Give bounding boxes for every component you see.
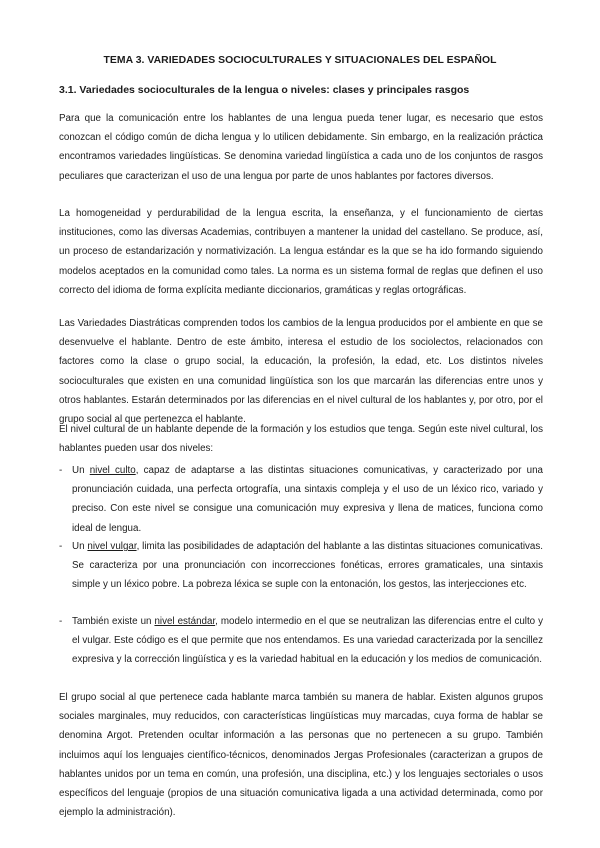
list-item-prefix: Un [72,541,88,552]
list-item-culto [59,461,543,538]
list-dash: - [59,541,63,552]
list-dash: - [59,616,63,627]
list-item-body: , capaz de adaptarse a las distintas situaciones comunicativas, y caracterizado por una pronunciación cuidada, una perfecta ortografía, una sintaxis compleja y el uso de un léxico rico, variado y preciso. Con este nivel se consigue una comunicación muy expresiva y llena de matices, funciona como ideal de lengua. [72,465,543,534]
list-item-body: , modelo intermedio en el que se neutralizan las diferencias entre el culto y el vulgar. Este código es el que permite que nos entendamos. Es una variedad caracterizada por la sencillez expresiva y la corrección lingüística y es la variedad habitual en la educación y los medios de comunicación. [72,616,544,666]
list-dash: - [59,465,63,476]
list-item-vulgar [59,537,543,595]
document-title: TEMA 3. VARIEDADES SOCIOCULTURALES Y SITUACIONALES DEL ESPAÑOL [103,55,497,66]
list-item-estandar [59,612,543,670]
paragraph-1: Para que la comunicación entre los hablantes de una lengua pueda tener lugar, es necesario que estos conozcan el código común de dicha lengua y lo utilicen debidamente. Sin embargo, en la realización práctica encontramos variedades lingüísticas. Se denomina variedad lingüística a cada uno de los conjuntos de rasgos peculiares que caracterizan el uso de una lengua por parte de unos hablantes por factores diversos. [59,113,543,182]
paragraph-3: Las Variedades Diastráticas comprenden todos los cambios de la lengua producidos por el ambiente en que se desenvuelve el hablante. Dentro de este ámbito, interesa el estudio de los sociolectos, relacionados con factores como la clase o grupo social, la educación, la profesión, la edad, etc. Los distintos niveles socioculturales que existen en una comunidad lingüística son los que marcarán las diferencias entre unos y otros hablantes. Estarán determinados por las diferencias en el nivel cultural de los hablantes y, por otro, por el grupo social al que pertenezca el hablante. [59,318,543,426]
term-nivel-estandar: nivel estándar [154,616,216,627]
paragraph-5: El grupo social al que pertenece cada hablante marca también su manera de hablar. Existen algunos grupos sociales marginales, muy reducidos, con características lingüísticas muy marcadas, cuya forma de hablar se denomina Argot. Pretenden ocultar información a las personas que no pertenecen a su grupo. También incluimos aquí los lenguajes científico-técnicos, denominados Jergas Profesionales (caracterizan a grupos de hablantes unidos por un tema en común, una profesión, una disciplina, etc.) y los lenguajes sectoriales o usos específicos del lenguaje (propios de una situación comunicativa ligada a una actividad determinada, como por ejemplo la administración). [59,692,543,819]
list-item-body: , limita las posibilidades de adaptación del hablante a las distintas situaciones comunicativas. Se caracteriza por una pronunciación con incorrecciones fonéticas, errores gramaticales, una sintaxis simple y un léxico pobre. La pobreza léxica se suple con la entonación, los gestos, las interjecciones etc. [72,541,544,591]
paragraph-4: El nivel cultural de un hablante depende de la formación y los estudios que tenga. Según este nivel cultural, los hablantes pueden usar dos niveles: [59,424,543,455]
term-nivel-culto: nivel culto [89,465,136,476]
list-item-prefix: También existe un [72,616,155,627]
section-heading: 3.1. Variedades socioculturales de la lengua o niveles: clases y principales rasgos [59,84,470,96]
term-nivel-vulgar: nivel vulgar [87,541,137,552]
paragraph-2: La homogeneidad y perdurabilidad de la lengua escrita, la enseñanza, y el funcionamiento de ciertas instituciones, como las diversas Academias, contribuyen a mantener la unidad del castellano. Se produce, así, un proceso de estandarización y normativización. La lengua estándar es la que se ha ido formando siguiendo modelos aceptados en la comunidad como tales. La norma es un sistema formal de reglas que definen el uso correcto del idioma de forma explícita mediante diccionarios, gramáticas y reglas ortográficas. [59,208,543,296]
list-item-prefix: Un [72,465,90,476]
